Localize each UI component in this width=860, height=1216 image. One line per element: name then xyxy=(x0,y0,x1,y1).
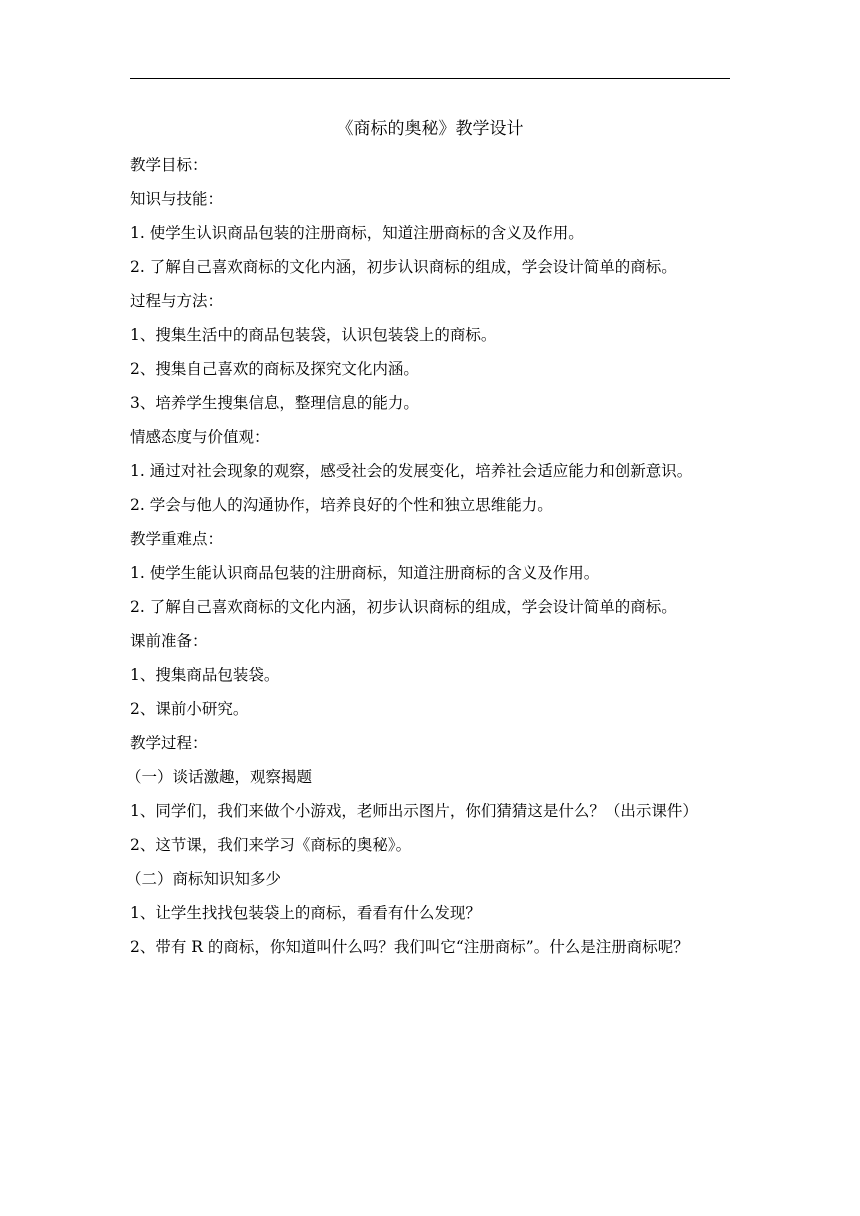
paragraph: 2、带有 R 的商标，你知道叫什么吗？我们叫它“注册商标”。什么是注册商标呢？ xyxy=(130,938,689,956)
paragraph: 1、搜集商品包装袋。 xyxy=(130,666,280,684)
paragraph: 3、培养学生搜集信息，整理信息的能力。 xyxy=(130,394,419,412)
paragraph: 1. 使学生能认识商品包装的注册商标，知道注册商标的含义及作用。 xyxy=(130,564,600,582)
paragraph: 1、搜集生活中的商品包装袋，认识包装袋上的商标。 xyxy=(130,326,497,344)
paragraph: 1、同学们，我们来做个小游戏，老师出示图片，你们猜猜这是什么？（出示课件） xyxy=(130,802,698,820)
document-title: 《商标的奥秘》教学设计 xyxy=(336,119,524,139)
subheading-attitude-values: 情感态度与价值观： xyxy=(130,428,270,446)
section-heading-process: 教学过程： xyxy=(130,734,208,752)
section-heading-preparation: 课前准备： xyxy=(130,632,208,650)
paragraph: 1. 通过对社会现象的观察，感受社会的发展变化，培养社会适应能力和创新意识。 xyxy=(130,462,693,480)
paragraph: 2、搜集自己喜欢的商标及探究文化内涵。 xyxy=(130,360,419,378)
subheading-process-methods: 过程与方法： xyxy=(130,292,224,310)
subheading-step-one: （一）谈话激趣，观察揭题 xyxy=(126,768,313,786)
paragraph: 2、课前小研究。 xyxy=(130,700,249,718)
header-rule xyxy=(130,78,730,79)
paragraph: 2. 学会与他人的沟通协作，培养良好的个性和独立思维能力。 xyxy=(130,496,553,514)
paragraph: 2、这节课，我们来学习《商标的奥秘》。 xyxy=(130,836,412,854)
paragraph: 1、让学生找找包装袋上的商标，看看有什么发现？ xyxy=(130,904,481,922)
section-heading-objectives: 教学目标： xyxy=(130,156,208,174)
document-body xyxy=(126,112,730,964)
paragraph: 1. 使学生认识商品包装的注册商标，知道注册商标的含义及作用。 xyxy=(130,224,584,242)
subheading-step-two: （二）商标知识知多少 xyxy=(126,870,282,888)
paragraph: 2. 了解自己喜欢商标的文化内涵，初步认识商标的组成，学会设计简单的商标。 xyxy=(130,598,677,616)
section-heading-key-points: 教学重难点： xyxy=(130,530,224,548)
paragraph: 2. 了解自己喜欢商标的文化内涵，初步认识商标的组成，学会设计简单的商标。 xyxy=(130,258,677,276)
subheading-knowledge-skills: 知识与技能： xyxy=(130,190,224,208)
